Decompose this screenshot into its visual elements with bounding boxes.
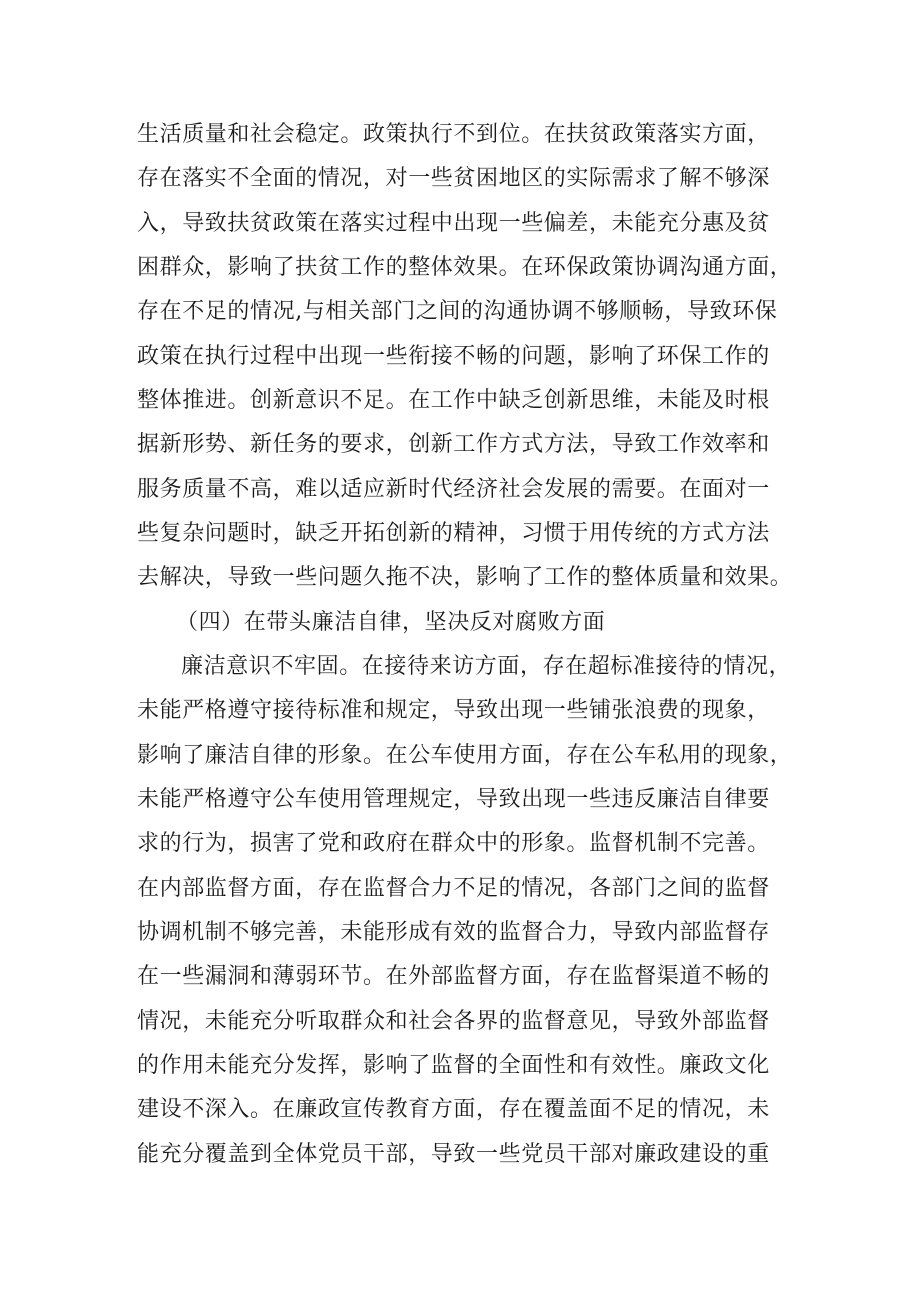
body-text-line: 在内部监督方面，存在监督合力不足的情况，各部门之间的监督 [137,876,770,901]
body-text-line: 协调机制不够完善，未能形成有效的监督合力，导致内部监督存 [137,920,770,945]
body-text-line: 存在落实不全面的情况，对一些贫困地区的实际需求了解不够深 [137,166,770,191]
body-text-line: 政策在执行过程中出现一些衔接不畅的问题，影响了环保工作的 [137,344,770,369]
section-heading: （四）在带头廉洁自律，坚决反对腐败方面 [176,610,606,635]
body-text-line: 去解决，导致一些问题久拖不决，影响了工作的整体质量和效果。 [137,565,793,590]
body-text-line: 在一些漏洞和薄弱环节。在外部监督方面，存在监督渠道不畅的 [137,964,770,989]
body-text-line: 整体推进。创新意识不足。在工作中缺乏创新思维，未能及时根 [137,388,770,413]
body-text-line: 入，导致扶贫政策在落实过程中出现一些偏差，未能充分惠及贫 [137,211,770,236]
body-text-line: 廉洁意识不牢固。在接待来访方面，存在超标准接待的情况， [181,654,792,679]
body-text-line: 存在不足的情况,与相关部门之间的沟通协调不够顺畅，导致环保 [137,299,778,324]
body-text-line: 建设不深入。在廉政宣传教育方面，存在覆盖面不足的情况，未 [137,1097,770,1122]
body-text-line: 据新形势、新任务的要求，创新工作方式方法，导致工作效率和 [137,432,770,457]
body-text-line: 些复杂问题时，缺乏开拓创新的精神，习惯于用传统的方式方法 [137,521,770,546]
body-text-line: 困群众，影响了扶贫工作的整体效果。在环保政策协调沟通方面， [137,255,793,280]
body-text-line: 生活质量和社会稳定。政策执行不到位。在扶贫政策落实方面， [137,122,770,147]
body-text-line: 情况，未能充分听取群众和社会各界的监督意见，导致外部监督 [137,1009,770,1034]
body-text-line: 影响了廉洁自律的形象。在公车使用方面，存在公车私用的现象， [137,743,793,768]
body-text-line: 能充分覆盖到全体党员干部，导致一些党员干部对廉政建设的重 [137,1142,770,1167]
body-text-line: 的作用未能充分发挥，影响了监督的全面性和有效性。廉政文化 [137,1053,770,1078]
body-text-line: 未能严格遵守公车使用管理规定，导致出现一些违反廉洁自律要 [137,787,770,812]
body-text-line: 未能严格遵守接待标准和规定，导致出现一些铺张浪费的现象， [137,698,770,723]
body-text-line: 求的行为，损害了党和政府在群众中的形象。监督机制不完善。 [137,831,770,856]
body-text-line: 服务质量不高，难以适应新时代经济社会发展的需要。在面对一 [137,477,770,502]
